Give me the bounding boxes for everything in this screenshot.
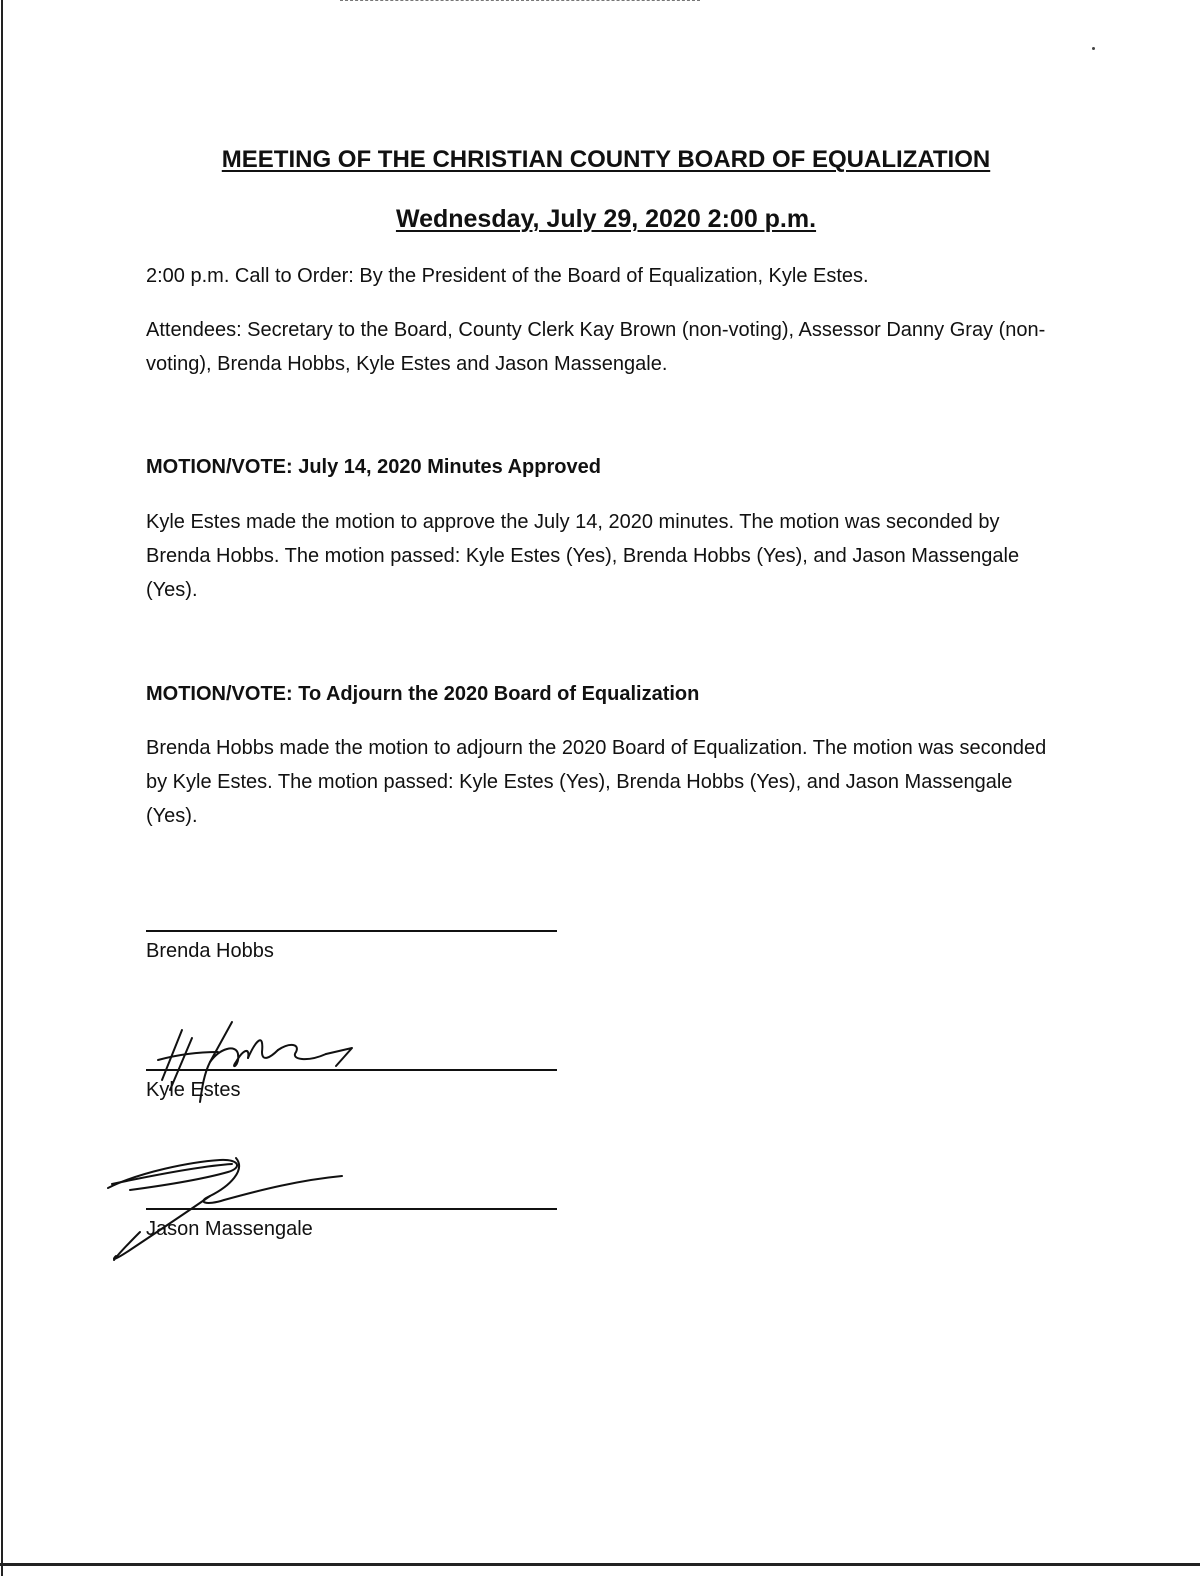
scan-edge-left xyxy=(1,0,3,1576)
meeting-date: Wednesday, July 29, 2020 2:00 p.m. xyxy=(395,205,817,233)
signatory-name: Jason Massengale xyxy=(146,1218,313,1240)
signatory-name: Brenda Hobbs xyxy=(146,940,274,962)
handwritten-signature xyxy=(100,1150,360,1270)
document-title: MEETING OF THE CHRISTIAN COUNTY BOARD OF EQUALIZATION xyxy=(221,146,991,173)
motion-heading: MOTION/VOTE: July 14, 2020 Minutes Approved xyxy=(146,456,601,478)
signature-line xyxy=(146,1069,557,1071)
signature-line xyxy=(146,1208,557,1210)
scan-edge-top xyxy=(340,0,700,5)
signature-line xyxy=(146,930,557,932)
scan-speck xyxy=(1092,47,1095,50)
motion-body: Kyle Estes made the motion to approve the July 14, 2020 minutes. The motion was seconded by Brenda Hobbs. The motion passed: Kyle Estes (Yes), Brenda Hobbs (Yes), and Jason Massengale (Yes). xyxy=(146,511,1020,601)
attendees: Attendees: Secretary to the Board, County Clerk Kay Brown (non-voting), Assessor Danny Gray (non-voting), Brenda Hobbs, Kyle Estes and Jason Massengale. xyxy=(146,319,1046,375)
signatory-name: Kyle Estes xyxy=(146,1079,241,1101)
scan-edge-bottom xyxy=(0,1563,1200,1566)
motion-body: Brenda Hobbs made the motion to adjourn the 2020 Board of Equalization. The motion was seconded by Kyle Estes. The motion passed: Kyle Estes (Yes), Brenda Hobbs (Yes), and Jason Massengale (Yes). xyxy=(146,737,1047,827)
call-to-order: 2:00 p.m. Call to Order: By the President of the Board of Equalization, Kyle Estes. xyxy=(146,265,869,287)
motion-heading: MOTION/VOTE: To Adjourn the 2020 Board of Equalization xyxy=(146,683,700,705)
